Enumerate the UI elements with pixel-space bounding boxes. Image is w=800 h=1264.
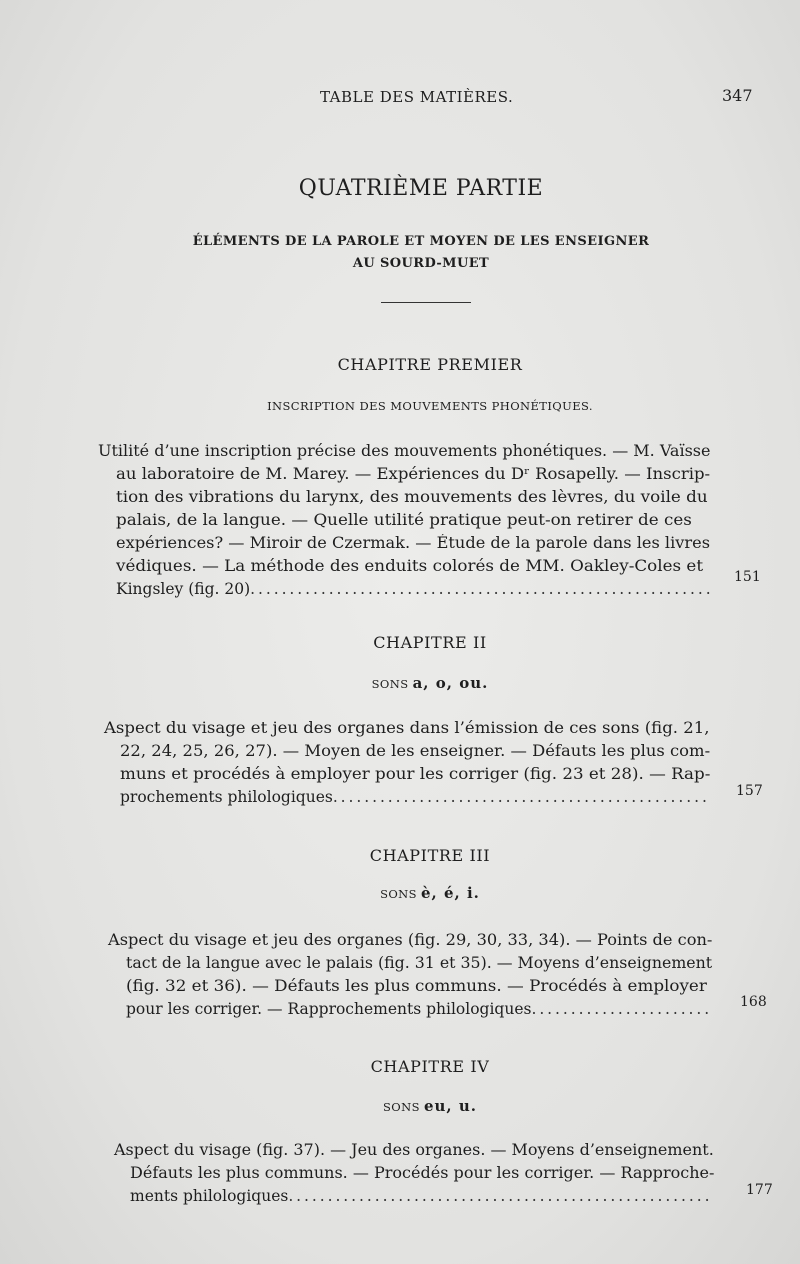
chapter-2-summary xyxy=(104,717,710,809)
chapter-4-summary xyxy=(114,1139,714,1208)
part-title: QUATRIÈME PARTIE xyxy=(298,176,544,201)
page-number: 347 xyxy=(722,86,753,105)
chapter-4-heading: CHAPITRE IV xyxy=(370,1057,490,1076)
summary-line: (fig. 32 et 36). — Défauts les plus communs. — Procédés à employer xyxy=(126,977,707,995)
chapter-2-page: 157 xyxy=(736,783,763,799)
chapter-4-subtitle xyxy=(0,1097,800,1115)
chapter-2-subtitle xyxy=(0,674,800,692)
chapter-1-heading: CHAPITRE PREMIER xyxy=(337,355,523,374)
subtitle-prefix: SONS xyxy=(383,1100,420,1114)
chapter-3-subtitle xyxy=(0,884,800,902)
subtitle-prefix: SONS xyxy=(371,677,409,691)
chapter-1-subtitle: INSCRIPTION DES MOUVEMENTS PHONÉTIQUES. xyxy=(267,399,593,413)
part-subtitle-line-2: AU SOURD-MUET xyxy=(352,256,490,271)
summary-line: 22, 24, 25, 26, 27). — Moyen de les enseigner. — Défauts les plus com- xyxy=(120,742,711,760)
chapter-2-heading: CHAPITRE II xyxy=(373,633,487,652)
chapter-1-summary xyxy=(98,440,710,601)
subtitle-sounds: è, é, i. xyxy=(421,884,480,902)
chapter-3-heading: CHAPITRE III xyxy=(369,846,491,865)
summary-line: Aspect du visage (fig. 37). — Jeu des organes. — Moyens d’enseignement. xyxy=(114,1141,714,1159)
summary-line: expériences? — Miroir de Czermak. — Étude de la parole dans les livres xyxy=(116,534,711,552)
subtitle-sounds: a, o, ou. xyxy=(412,674,489,692)
chapter-1-page: 151 xyxy=(734,569,761,585)
chapter-3-summary xyxy=(108,929,712,1021)
summary-line: Aspect du visage et jeu des organes (fig. 29, 30, 33, 34). — Points de con- xyxy=(108,931,713,949)
subtitle-sounds: eu, u. xyxy=(423,1097,477,1115)
summary-line: palais, de la langue. — Quelle utilité pratique peut-on retirer de ces xyxy=(116,511,692,529)
chapter-3-page: 168 xyxy=(740,994,767,1010)
divider-rule xyxy=(381,302,471,303)
chapter-4-page: 177 xyxy=(746,1182,773,1198)
summary-line: tact de la langue avec le palais (fig. 31 et 35). — Moyens d’enseignement xyxy=(126,954,713,972)
leader-dots xyxy=(531,998,712,1021)
summary-last-line: prochements philologiques xyxy=(120,788,333,806)
summary-last-line: Kingsley (fig. 20) xyxy=(116,580,251,598)
part-subtitle-line-1: ÉLÉMENTS DE LA PAROLE ET MOYEN DE LES ENSEIGNER xyxy=(192,234,650,249)
running-title: TABLE DES MATIÈRES. xyxy=(320,88,514,106)
leader-dots xyxy=(250,578,710,601)
summary-line: Aspect du visage et jeu des organes dans l’émission de ces sons (fig. 21, xyxy=(104,719,710,737)
leader-dots xyxy=(333,786,710,809)
leader-dots xyxy=(288,1185,714,1208)
summary-line: au laboratoire de M. Marey. — Expériences du Dʳ Rosapelly. — Inscrip- xyxy=(116,465,711,483)
summary-line: tion des vibrations du larynx, des mouvements des lèvres, du voile du xyxy=(116,488,708,506)
summary-line: Utilité d’une inscription précise des mouvements phonétiques. — M. Vaïsse xyxy=(98,442,711,460)
summary-last-line: ments philologiques xyxy=(130,1187,289,1205)
summary-line: Défauts les plus communs. — Procédés pour les corriger. — Rapproche- xyxy=(130,1164,715,1182)
summary-line: muns et procédés à employer pour les corriger (fig. 23 et 28). — Rap- xyxy=(120,765,711,783)
subtitle-prefix: SONS xyxy=(380,887,417,901)
summary-line: védiques. — La méthode des enduits colorés de MM. Oakley-Coles et xyxy=(116,557,704,575)
summary-last-line: pour les corriger. — Rapprochements philologiques xyxy=(126,1000,532,1018)
